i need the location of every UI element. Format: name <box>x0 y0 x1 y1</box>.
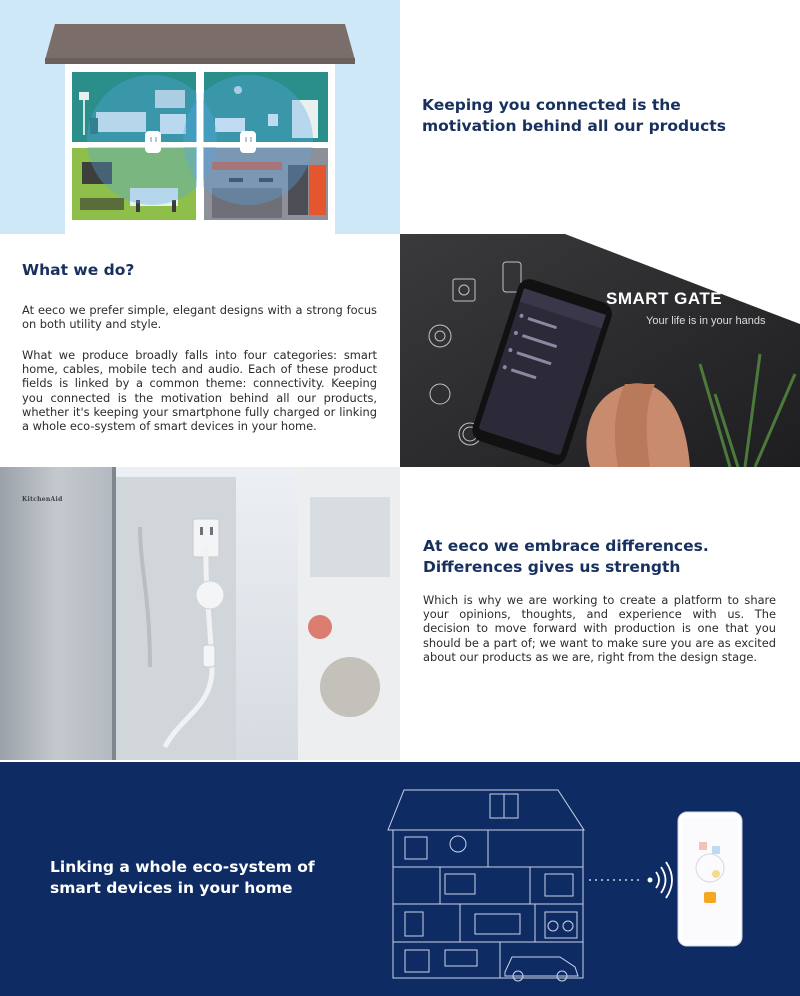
what-we-do-description: What we produce broadly falls into four categories: smart home, cables, mobile tech and audio. Each of these product fields is linked by a common theme: connectivity. Keeping you connected is the motivation behind all our products, whether it's keeping your smartphone fully charged or linking a whole eco-system of smart devices in your home. <box>22 348 377 434</box>
differences-heading: At eeco we embrace differences. Differences gives us strength <box>423 537 709 576</box>
fridge-photo <box>0 467 400 760</box>
tagline-panel <box>400 0 800 234</box>
smartphone-hand-icon <box>400 234 800 467</box>
differences-panel <box>400 467 800 760</box>
smart-house-icon <box>0 0 400 234</box>
promo-subtitle: Your life is in your hands <box>646 315 766 327</box>
tagline-heading: Keeping you connected is the motivation behind all our products <box>422 96 726 135</box>
fridge-brand-logo: KitchenAid <box>22 496 63 503</box>
differences-description: Which is why we are working to create a platform to share your opinions, thoughts, and experience with us. The decision to move forward with production is one that you should be a part of; we want to make sure you are as excited about our products as we are, right from the design stage. <box>423 593 776 664</box>
what-we-do-panel <box>0 234 400 467</box>
smart-gate-photo <box>400 234 800 467</box>
what-we-do-heading: What we do? <box>22 261 135 279</box>
house-illustration <box>0 0 400 234</box>
footer-banner <box>0 762 800 996</box>
smart-plug-kitchen-icon <box>0 467 400 760</box>
what-we-do-intro: At eeco we prefer simple, elegant designs with a strong focus on both utility and style. <box>22 303 377 332</box>
footer-heading: Linking a whole eco-system of smart devices in your home <box>50 858 315 897</box>
connected-house-icon <box>0 762 800 996</box>
promo-title: SMART GATE <box>606 289 723 308</box>
